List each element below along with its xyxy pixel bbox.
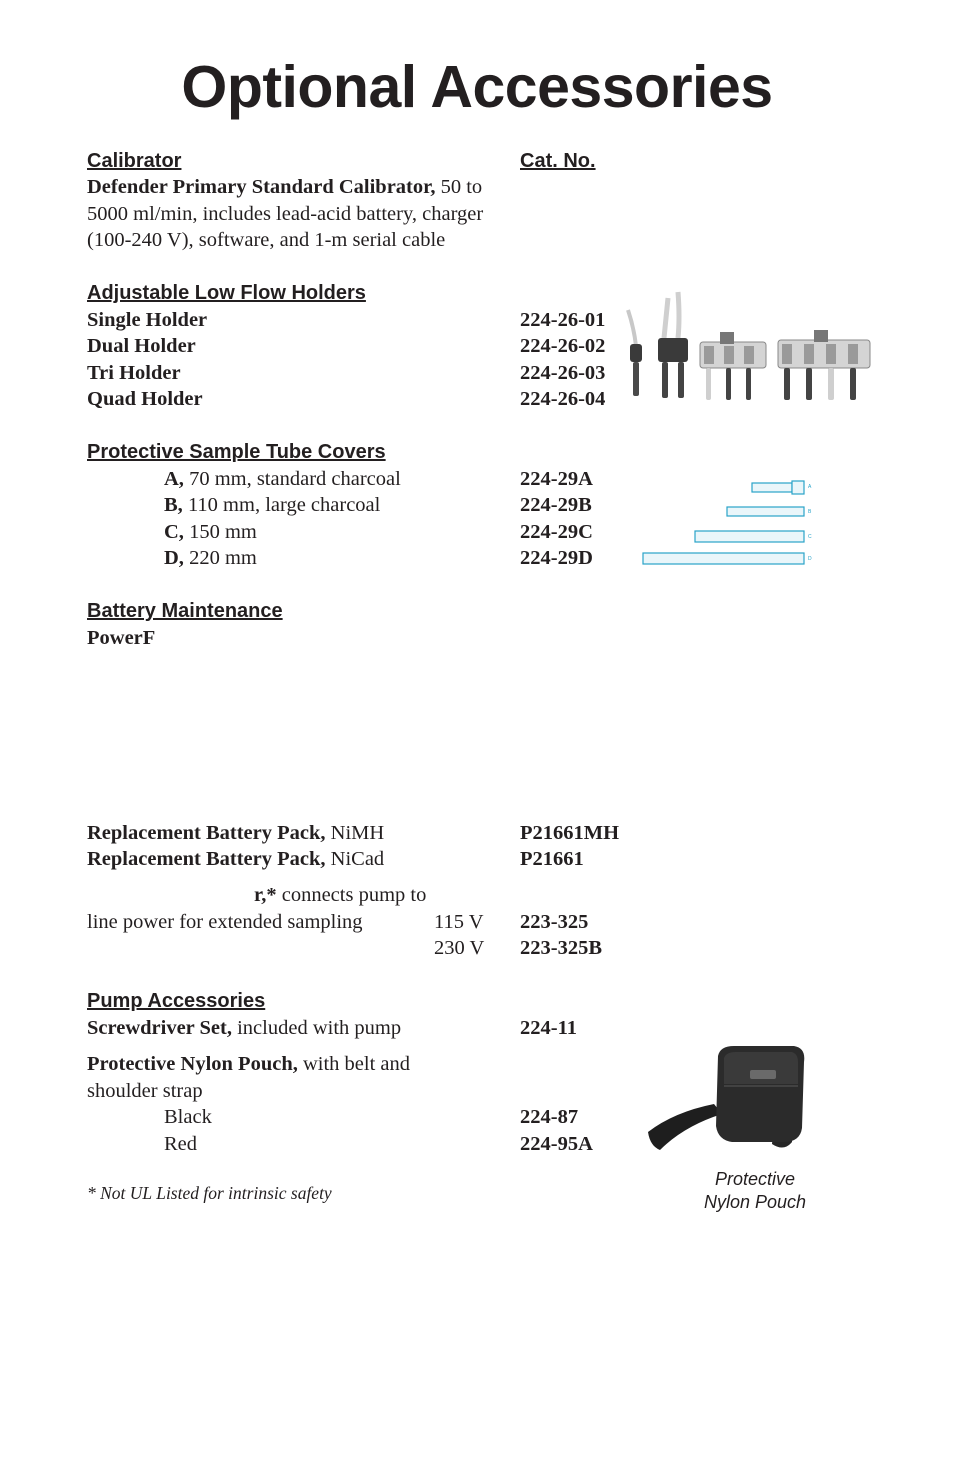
holders-image xyxy=(620,288,880,412)
calibrator-desc-line3: (100-240 V), software, and 1-m serial cable xyxy=(87,229,446,251)
battery-pack-name: Replacement Battery Pack, xyxy=(87,822,326,844)
voltage-cat: 223-325B xyxy=(520,937,602,959)
pouch-color: Black xyxy=(164,1106,212,1128)
tube-tag-b: B xyxy=(808,509,812,515)
pump-heading: Pump Accessories xyxy=(87,990,266,1012)
screwdriver-name: Screwdriver Set, xyxy=(87,1017,232,1039)
tri-holder-graphic xyxy=(700,332,766,400)
pouch-caption-line1: Protective xyxy=(714,1169,796,1189)
cover-item xyxy=(164,492,380,518)
calibrator-desc-line2: 5000 ml/min, includes lead-acid battery, charger xyxy=(87,203,484,225)
calibrator-desc-line1 xyxy=(87,174,482,200)
pouch-color-cat: 224-95A xyxy=(520,1133,593,1155)
nylon-pouch-image xyxy=(644,1042,810,1160)
calibrator-desc-part: 50 to xyxy=(435,176,483,198)
dual-holder-graphic xyxy=(658,292,688,398)
page-title: Optional Accessories xyxy=(181,54,773,120)
tube-cover-b xyxy=(727,507,804,516)
screwdriver-item xyxy=(87,1015,401,1041)
quad-holder-graphic xyxy=(778,330,870,400)
pouch-caption-line2: Nylon Pouch xyxy=(703,1192,807,1212)
holder-name: Tri Holder xyxy=(87,362,181,384)
cover-letter: B, xyxy=(164,494,183,516)
charger-text: connects pump to xyxy=(276,884,427,906)
cover-desc: 150 mm xyxy=(183,521,257,543)
cover-desc: 110 mm, large charcoal xyxy=(182,494,381,516)
tube-cover-a xyxy=(752,483,792,492)
cover-cat: 224-29B xyxy=(520,494,592,516)
battery-pack-type: NiMH xyxy=(325,822,385,844)
cover-item xyxy=(164,466,401,492)
pouch-desc-line2: shoulder strap xyxy=(87,1080,203,1102)
charger-bold: r,* xyxy=(254,884,277,906)
cover-desc: 220 mm xyxy=(183,547,257,569)
battery-pack xyxy=(87,820,384,846)
catno-heading: Cat. No. xyxy=(520,150,596,172)
tube-tag-a: A xyxy=(808,484,812,490)
calibrator-heading: Calibrator xyxy=(87,150,182,172)
voltage-label: 115 V xyxy=(434,911,484,933)
pouch-color-cat: 224-87 xyxy=(520,1106,579,1128)
cover-cat: 224-29D xyxy=(520,547,593,569)
cover-cat: 224-29C xyxy=(520,521,593,543)
voltage-label: 230 V xyxy=(434,937,485,959)
screwdriver-cat: 224-11 xyxy=(520,1017,577,1039)
pouch-logo-patch xyxy=(750,1070,776,1079)
voltage-cat: 223-325 xyxy=(520,911,589,933)
pouch-item xyxy=(87,1051,410,1077)
tube-cover-c xyxy=(695,531,804,542)
battery-pack-type: NiCad xyxy=(325,848,385,870)
cover-letter: A, xyxy=(164,468,184,490)
holder-cat: 224-26-04 xyxy=(520,388,606,410)
cover-desc: 70 mm, standard charcoal xyxy=(183,468,401,490)
pouch-strap xyxy=(648,1104,722,1150)
tube-tag-c: C xyxy=(808,534,812,540)
holder-cat: 224-26-02 xyxy=(520,335,606,357)
pouch-name: Protective Nylon Pouch, xyxy=(87,1053,298,1075)
holder-name: Single Holder xyxy=(87,309,208,331)
tube-cover-d xyxy=(643,553,804,564)
holder-name: Quad Holder xyxy=(87,388,203,410)
charger-line1 xyxy=(254,882,426,908)
cover-letter: C, xyxy=(164,521,184,543)
holder-cat: 224-26-03 xyxy=(520,362,606,384)
pouch-desc: with belt and xyxy=(297,1053,411,1075)
holder-cat: 224-26-01 xyxy=(520,309,606,331)
cover-item xyxy=(164,545,257,571)
tube-cover-a-cap xyxy=(792,481,804,494)
cover-cat: 224-29A xyxy=(520,468,593,490)
tube-tag-d: D xyxy=(808,556,812,562)
powerf-label: PowerF xyxy=(87,627,156,649)
holders-heading: Adjustable Low Flow Holders xyxy=(87,282,366,304)
tube-covers-image xyxy=(638,476,818,570)
charger-line2: line power for extended sampling xyxy=(87,911,363,933)
battery-heading: Battery Maintenance xyxy=(87,600,283,622)
holder-name: Dual Holder xyxy=(87,335,196,357)
battery-pack-name: Replacement Battery Pack, xyxy=(87,848,326,870)
footnote: * Not UL Listed for intrinsic safety xyxy=(87,1183,332,1203)
battery-pack-cat: P21661MH xyxy=(520,822,620,844)
cover-letter: D, xyxy=(164,547,184,569)
calibrator-name: Defender Primary Standard Calibrator, xyxy=(87,176,436,198)
cover-item xyxy=(164,519,257,545)
screwdriver-desc: included with pump xyxy=(231,1017,402,1039)
single-holder-graphic xyxy=(628,310,642,396)
covers-heading: Protective Sample Tube Covers xyxy=(87,441,386,463)
battery-pack-cat: P21661 xyxy=(520,848,584,870)
battery-pack xyxy=(87,846,384,872)
pouch-color: Red xyxy=(164,1133,198,1155)
